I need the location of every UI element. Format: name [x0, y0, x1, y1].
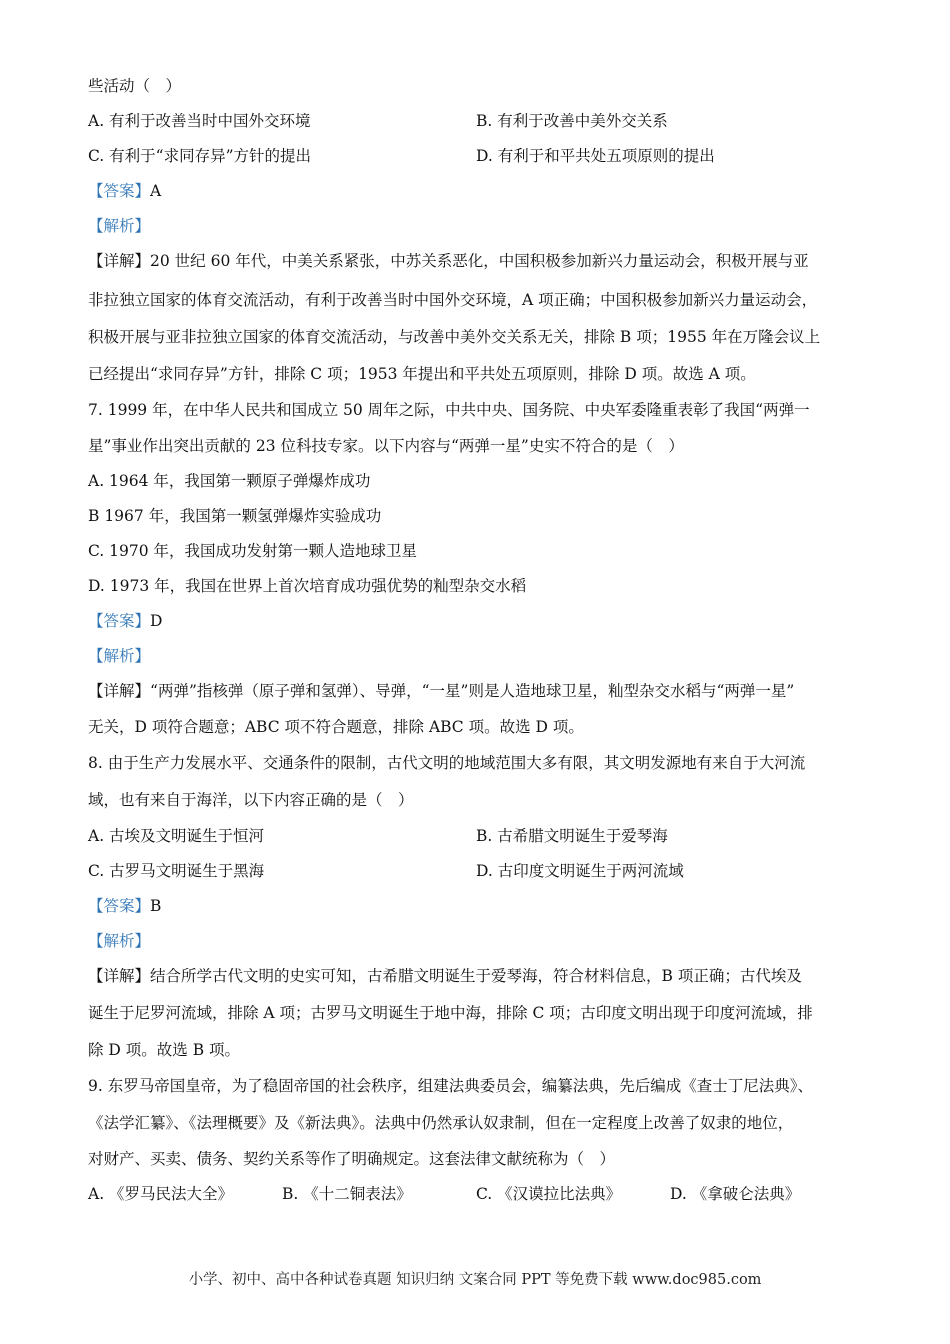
q8-stem-line-1: 8. 由于生产力发展水平、交通条件的限制，古代文明的地域范围大多有限，其文明发源地有来自于大河流 — [88, 754, 806, 772]
answer-tag: 【答案】 — [88, 612, 151, 630]
q7-option-b: B 1967 年，我国第一颗氢弹爆炸实验成功 — [88, 507, 382, 525]
q9-option-d: D. 《拿破仑法典》 — [670, 1185, 801, 1203]
q9-stem-line-3: 对财产、买卖、债务、契约关系等作了明确规定。这套法律文献统称为（ ） — [88, 1150, 616, 1168]
q8-option-a: A. 古埃及文明诞生于恒河 — [88, 827, 265, 845]
q9-stem-line-2: 《法学汇纂》、《法理概要》及《新法典》。法典中仍然承认奴隶制，但在一定程度上改善了奴隶的地位， — [88, 1114, 794, 1132]
q8-analysis-tag: 【解析】 — [88, 932, 151, 950]
q7-answer — [88, 611, 878, 631]
q8-option-c: C. 古罗马文明诞生于黑海 — [88, 862, 265, 880]
q6-answer — [88, 181, 878, 201]
q9-option-b: B. 《十二铜表法》 — [282, 1185, 412, 1203]
answer-value: B — [150, 897, 162, 915]
answer-value: A — [150, 182, 162, 200]
q7-detail-line-2: 无关，D 项符合题意；ABC 项不符合题意，排除 ABC 项。故选 D 项。 — [88, 718, 584, 736]
q7-option-c: C. 1970 年，我国成功发射第一颗人造地球卫星 — [88, 542, 418, 560]
q6-detail-line-1 — [88, 251, 878, 271]
answer-tag: 【答案】 — [88, 182, 151, 200]
page-footer: 小学、初中、高中各种试卷真题 知识归纳 文案合同 PPT 等免费下载 www.doc985.com — [188, 1272, 762, 1288]
q6-analysis-tag: 【解析】 — [88, 217, 151, 235]
q7-analysis-tag: 【解析】 — [88, 647, 151, 665]
q8-answer — [88, 896, 878, 916]
detail-tag: 【详解】 — [88, 252, 151, 270]
q9-option-a: A. 《罗马民法大全》 — [88, 1185, 234, 1203]
answer-value: D — [150, 612, 163, 630]
q8-detail-line-1 — [88, 966, 878, 986]
q6-detail-line-3: 积极开展与亚非拉独立国家的体育交流活动，与改善中美外交关系无关，排除 B 项；1955 年在万隆会议上 — [88, 328, 821, 346]
q8-detail-line-2: 诞生于尼罗河流域，排除 A 项；古罗马文明诞生于地中海，排除 C 项；古印度文明出现于印度河流域，排 — [88, 1004, 813, 1022]
q7-option-a: A. 1964 年，我国第一颗原子弹爆炸成功 — [88, 472, 371, 490]
detail-tag: 【详解】 — [88, 967, 151, 985]
q6-option-a: A. 有利于改善当时中国外交环境 — [88, 112, 311, 130]
detail-tag: 【详解】 — [88, 682, 151, 700]
q9-option-c: C. 《汉谟拉比法典》 — [476, 1185, 622, 1203]
q6-option-b: B. 有利于改善中美外交关系 — [476, 112, 668, 130]
q8-detail-line-3: 除 D 项。故选 B 项。 — [88, 1041, 241, 1059]
detail-text: “两弹”指核弹（原子弹和氢弹）、导弹，“一星”则是人造地球卫星，籼型杂交水稻与“两弹一星” — [150, 682, 795, 700]
q9-stem-line-1: 9. 东罗马帝国皇帝，为了稳固帝国的社会秩序，组建法典委员会，编纂法典，先后编成《查士丁尼法典》、 — [88, 1077, 813, 1095]
q6-stem-tail: 些活动（ ） — [88, 77, 182, 95]
answer-tag: 【答案】 — [88, 897, 151, 915]
q8-option-d: D. 古印度文明诞生于两河流域 — [476, 862, 684, 880]
detail-text: 20 世纪 60 年代，中美关系紧张，中苏关系恶化，中国积极参加新兴力量运动会，积极开展与亚 — [150, 252, 809, 270]
q8-stem-line-2: 域，也有来自于海洋，以下内容正确的是（ ） — [88, 791, 414, 809]
q6-option-d: D. 有利于和平共处五项原则的提出 — [476, 147, 715, 165]
q6-option-c: C. 有利于“求同存异”方针的提出 — [88, 147, 312, 165]
q6-detail-line-4: 已经提出“求同存异”方针，排除 C 项；1953 年提出和平共处五项原则，排除 D 项。故选 A 项。 — [88, 365, 756, 383]
q8-option-b: B. 古希腊文明诞生于爱琴海 — [476, 827, 668, 845]
q7-stem-line-1: 7. 1999 年，在中华人民共和国成立 50 周年之际，中共中央、国务院、中央军委隆重表彰了我国“两弹一 — [88, 401, 810, 419]
q7-detail-line-1 — [88, 681, 878, 701]
q7-stem-line-2: 星”事业作出突出贡献的 23 位科技专家。以下内容与“两弹一星”史实不符合的是（ ） — [88, 437, 684, 455]
q7-option-d: D. 1973 年，我国在世界上首次培育成功强优势的籼型杂交水稻 — [88, 577, 527, 595]
q6-detail-line-2: 非拉独立国家的体育交流活动，有利于改善当时中国外交环境，A 项正确；中国积极参加新兴力量运动会， — [88, 291, 818, 309]
detail-text: 结合所学古代文明的史实可知，古希腊文明诞生于爱琴海，符合材料信息，B 项正确；古代埃及 — [150, 967, 802, 985]
